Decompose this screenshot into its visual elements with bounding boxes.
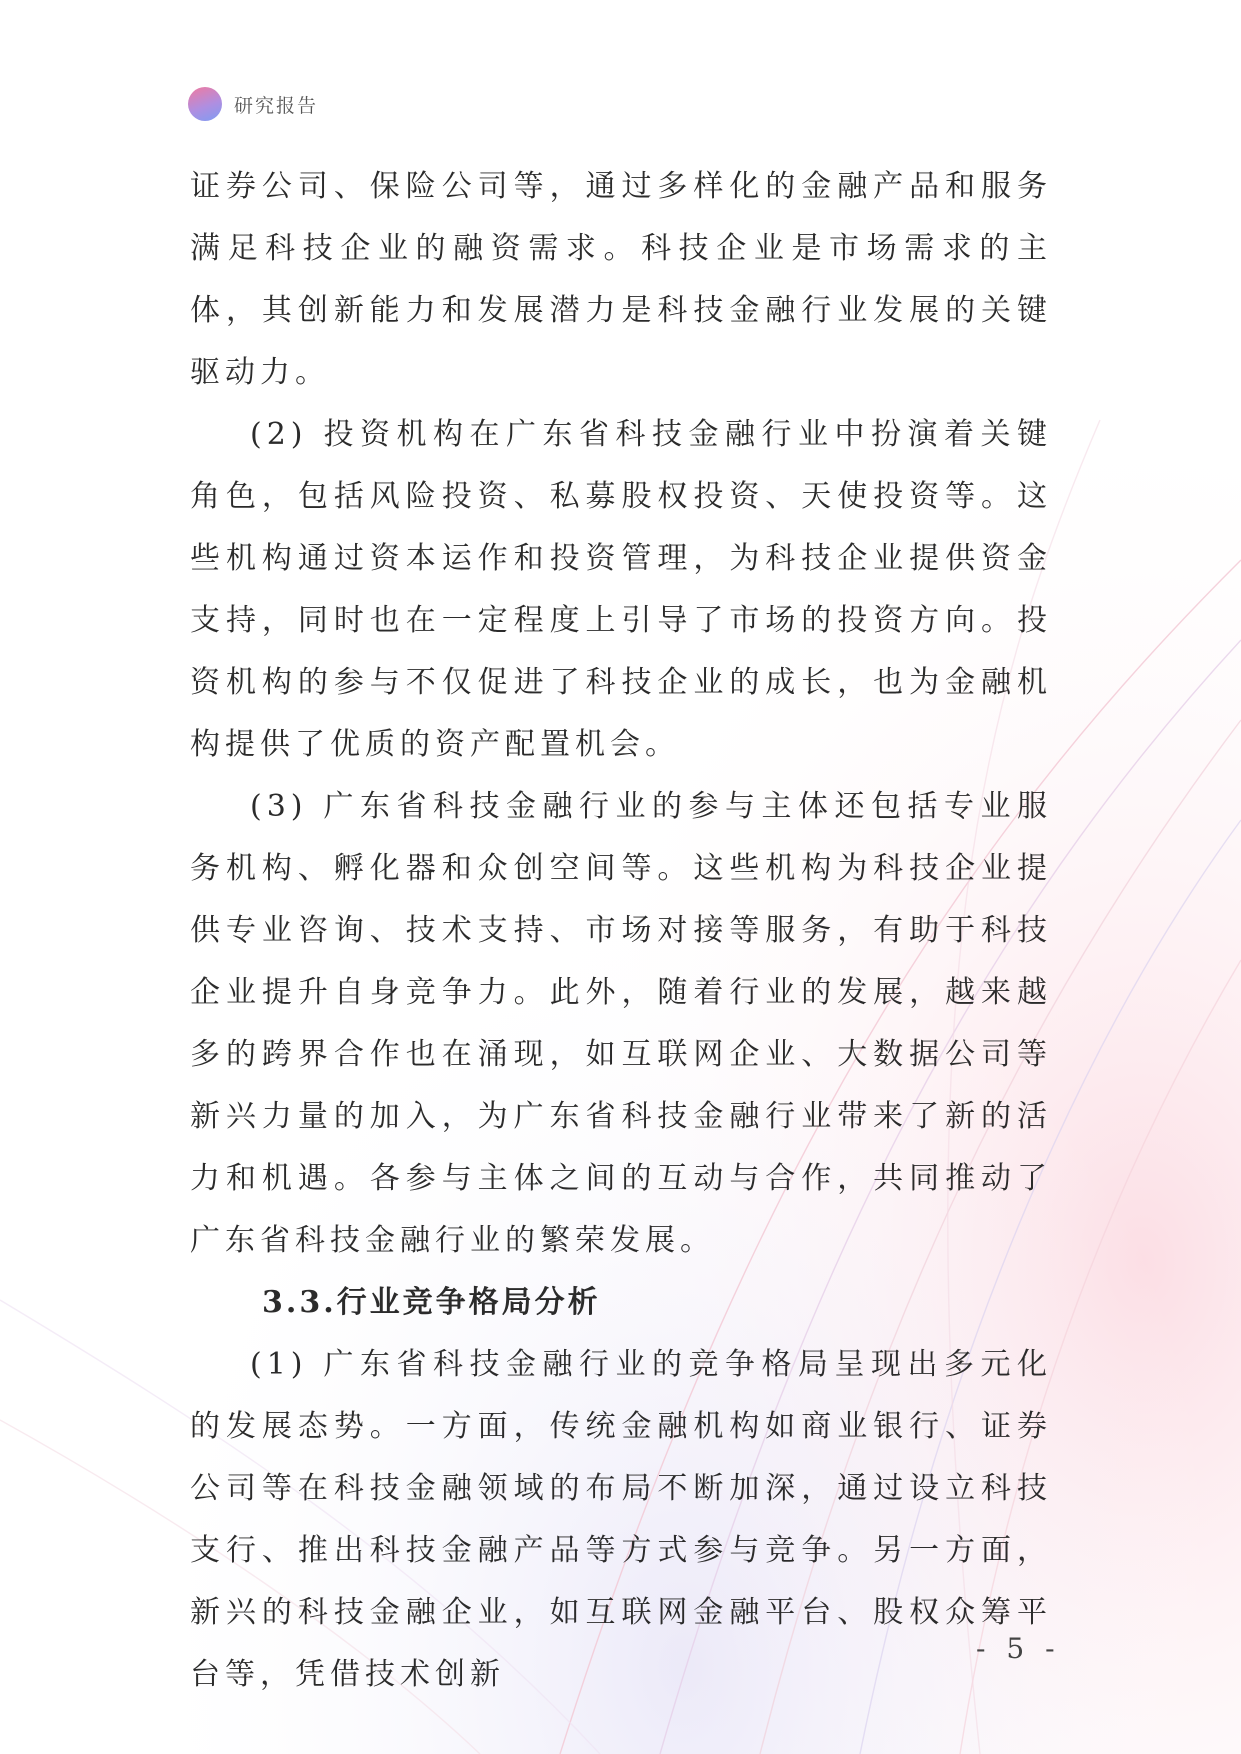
report-header [188,87,318,121]
paragraph-2: (2) 投资机构在广东省科技金融行业中扮演着关键角色，包括风险投资、私募股权投资、天使投资等。这些机构通过资本运作和投资管理，为科技企业提供资金支持，同时也在一定程度上引导了市场的投资方向。投资机构的参与不仅促进了科技企业的成长，也为金融机构提供了优质的资产配置机会。 [190,417,1052,762]
paragraph-3: (3) 广东省科技金融行业的参与主体还包括专业服务机构、孵化器和众创空间等。这些机构为科技企业提供专业咨询、技术支持、市场对接等服务，有助于科技企业提升自身竞争力。此外，随着行业的发展，越来越多的跨界合作也在涌现，如互联网企业、大数据公司等新兴力量的加入，为广东省科技金融行业带来了新的活力和机遇。各参与主体之间的互动与合作，共同推动了广东省科技金融行业的繁荣发展。 [190,789,1052,1258]
paragraph-continued: 证券公司、保险公司等，通过多样化的金融产品和服务满足科技企业的融资需求。科技企业是市场需求的主体，其创新能力和发展潜力是科技金融行业发展的关键驱动力。 [190,169,1052,390]
gradient-circle-icon [188,87,222,121]
section-title: 3.3.行业竞争格局分析 [262,1285,601,1320]
document-body [190,156,1052,1706]
page-number: - 5 - [976,1632,1061,1665]
header-title: 研究报告 [234,94,319,117]
section-paragraph-1: (1) 广东省科技金融行业的竞争格局呈现出多元化的发展态势。一方面，传统金融机构如商业银行、证券公司等在科技金融领域的布局不断加深，通过设立科技支行、推出科技金融产品等方式参与竞争。另一方面，新兴的科技金融企业，如互联网金融平台、股权众筹平台等，凭借技术创新 [190,1347,1052,1692]
